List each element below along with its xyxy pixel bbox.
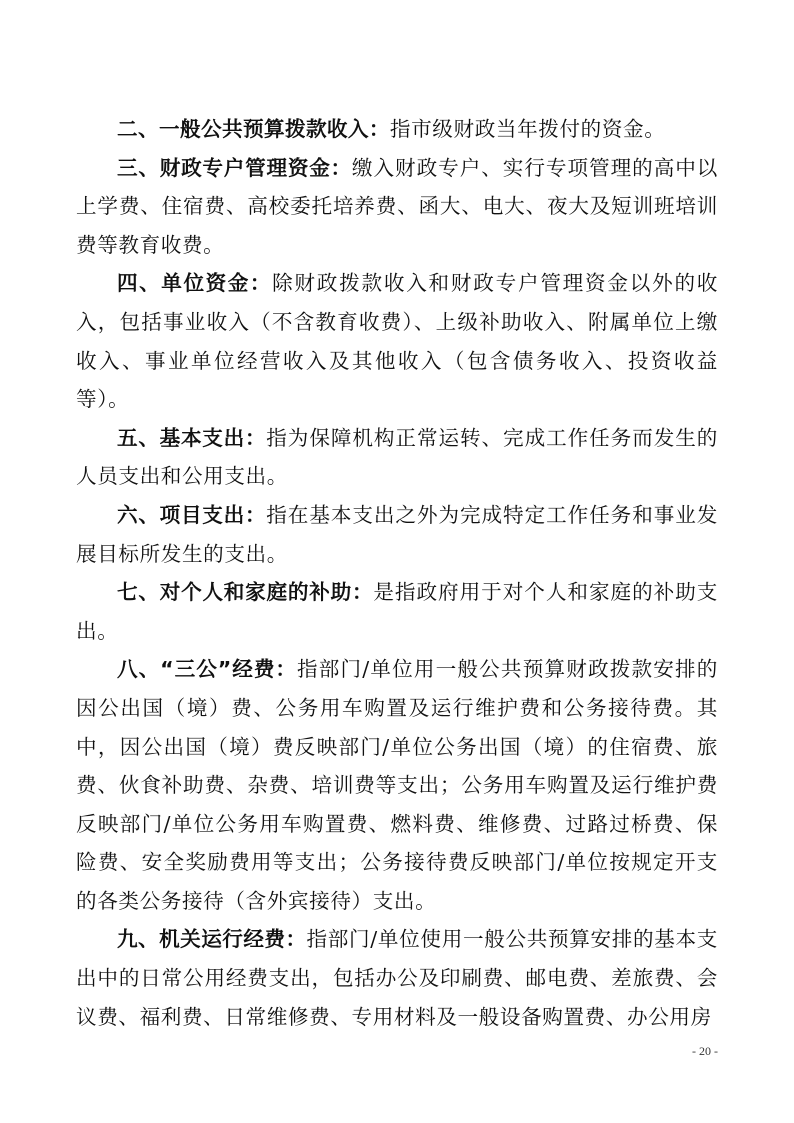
- paragraph-heading: 五、基本支出：: [117, 425, 267, 450]
- paragraph-heading: 六、项目支出：: [117, 502, 267, 527]
- paragraph-text: 指部门/单位使用一般公共预算安排的基本支出中的日常公用经费支出，包括办公及印刷费、邮电费、差旅费、会议费、福利费、日常维修费、专用材料及一般设备购置费、办公用房: [76, 927, 718, 1029]
- paragraph-special-account-funds: [76, 149, 718, 265]
- paragraph-basic-expenditure: [76, 419, 718, 496]
- paragraph-text: 除财政拨款收入和财政专户管理资金以外的收入，包括事业收入（不含教育收费）、上级补助收入、附属单位上缴收入、事业单位经营收入及其他收入（包含债务收入、投资收益等）。: [76, 271, 718, 412]
- paragraph-general-budget-revenue: [76, 110, 718, 149]
- paragraph-three-public-expenses: [76, 650, 718, 920]
- paragraph-text: 指市级财政当年拨付的资金。: [389, 117, 666, 141]
- paragraph-heading: 八、“三公”经费：: [117, 657, 297, 682]
- paragraph-heading: 七、对个人和家庭的补助：: [117, 580, 374, 605]
- paragraph-household-subsidy: [76, 573, 718, 650]
- paragraph-text: 缴入财政专户、实行专项管理的高中以上学费、住宿费、高校委托培养费、函大、电大、夜大及短训班培训费等教育收费。: [76, 155, 719, 257]
- paragraph-heading: 九、机关运行经费：: [117, 927, 307, 952]
- paragraph-heading: 四、单位资金：: [117, 271, 273, 296]
- page-number: - 20 -: [692, 1044, 718, 1058]
- paragraph-project-expenditure: [76, 496, 718, 573]
- paragraph-unit-funds: [76, 264, 718, 418]
- paragraph-heading: 二、一般公共预算拨款收入：: [117, 117, 390, 141]
- paragraph-operating-expenses: [76, 920, 718, 1036]
- paragraph-text: 是指政府用于对个人和家庭的补助支出。: [76, 580, 718, 643]
- paragraph-text: 指部门/单位用一般公共预算财政拨款安排的因公出国（境）费、公务用车购置及运行维护费和公务接待费。其中，因公出国（境）费反映部门/单位公务出国（境）的住宿费、旅费、伙食补助费、杂费、培训费等支出；公务用车购置及运行维护费反映部门/单位公务用车购置费、燃料费、维修费、过路过桥费、保险费、安全奖励费用等支出；公务接待费反映部门/单位按规定开支的各类公务接待（含外宾接待）支出。: [76, 657, 718, 913]
- paragraph-heading: 三、财政专户管理资金：: [117, 155, 352, 180]
- paragraph-text: 指为保障机构正常运转、完成工作任务而发生的人员支出和公用支出。: [76, 425, 718, 489]
- paragraph-text: 指在基本支出之外为完成特定工作任务和事业发展目标所发生的支出。: [76, 502, 718, 566]
- document-body: [76, 110, 718, 1036]
